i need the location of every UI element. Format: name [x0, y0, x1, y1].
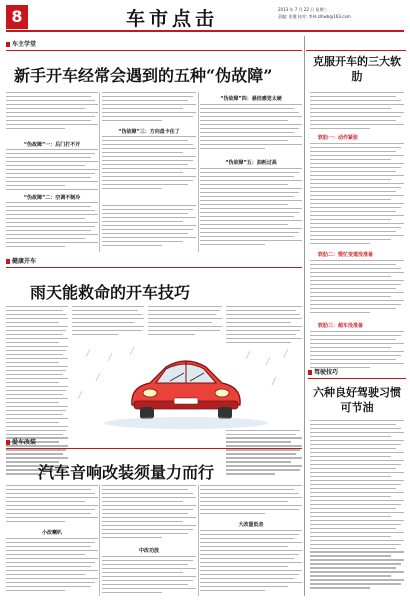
article-body	[200, 104, 302, 156]
article-body	[102, 136, 196, 194]
article-body	[310, 260, 404, 320]
headline-fake-faults: 新手开车经常会遇到的五种“伪故障”	[14, 66, 273, 85]
rainy-car-illustration	[70, 343, 302, 429]
article-body	[310, 420, 404, 596]
article-body	[6, 149, 98, 193]
column-divider	[198, 485, 199, 596]
subhead-rib-3: 软肋三：超车没准备	[318, 323, 364, 329]
section-rule	[6, 448, 302, 449]
article-body	[102, 485, 196, 545]
subhead-rib-2: 软肋二：慌忙变道没准备	[318, 252, 374, 258]
subhead-fault-3: “伪故障”三：方向盘卡住了	[118, 129, 180, 135]
article-body	[102, 205, 196, 252]
subhead-fault-2: “伪故障”二：空调不制冷	[23, 195, 81, 201]
article-body	[200, 530, 302, 596]
section-rule	[6, 267, 302, 268]
article-body	[6, 538, 98, 596]
section-rule	[308, 378, 406, 379]
article-body	[6, 202, 98, 252]
headline-six-habits: 六种良好驾驶习惯可节油	[313, 386, 401, 414]
subhead-speaker: 小改喇叭	[41, 530, 62, 536]
page-section-title: 车市点击	[125, 8, 218, 30]
article-body	[200, 485, 302, 519]
headline-soft-ribs: 克服开车的三大软肋	[313, 55, 401, 83]
article-body	[148, 306, 222, 340]
article-body	[6, 92, 98, 140]
section-label-car-audio: 爱车改装	[6, 438, 36, 447]
column-divider	[99, 485, 100, 596]
subhead-fault-1: “伪故障”一：后门打不开	[23, 142, 81, 148]
subhead-amplifier: 中改功放	[138, 548, 159, 554]
right-column-divider	[304, 36, 305, 596]
article-body	[200, 168, 302, 252]
article-body	[310, 143, 404, 249]
subhead-fault-4: “伪故障”四：悬挂感觉太硬	[220, 96, 282, 102]
editor-credits: 责编: 张键 校对: 李林 zlhwb@163.com	[278, 14, 351, 19]
article-body	[6, 306, 68, 482]
column-divider	[198, 92, 199, 252]
section-label-driving-tips: 驾驶技巧	[308, 368, 338, 377]
section-rule	[6, 50, 302, 51]
headline-rainy-tips: 雨天能救命的开车技巧	[30, 283, 191, 302]
subhead-rib-1: 软肋一：动作紧张	[318, 135, 359, 141]
article-body	[310, 92, 404, 132]
article-body	[6, 485, 98, 527]
page-number: 8	[6, 5, 28, 29]
headline-car-audio: 汽车音响改装须量力而行	[38, 463, 215, 482]
subhead-subwoofer: 大改重低音	[238, 522, 264, 528]
article-body	[310, 331, 404, 371]
article-body	[102, 92, 196, 126]
masthead-rule	[6, 30, 404, 32]
article-body	[72, 306, 144, 340]
column-divider	[99, 92, 100, 252]
section-label-car-learning: 车主学堂	[6, 40, 36, 49]
subhead-fault-5: “伪故障”五：油耗过高	[225, 160, 277, 166]
issue-date: 2013 年 7 月 22 日 星期三	[278, 7, 328, 12]
section-label-healthy-driving: 健康开车	[6, 257, 36, 266]
article-body	[102, 556, 196, 596]
